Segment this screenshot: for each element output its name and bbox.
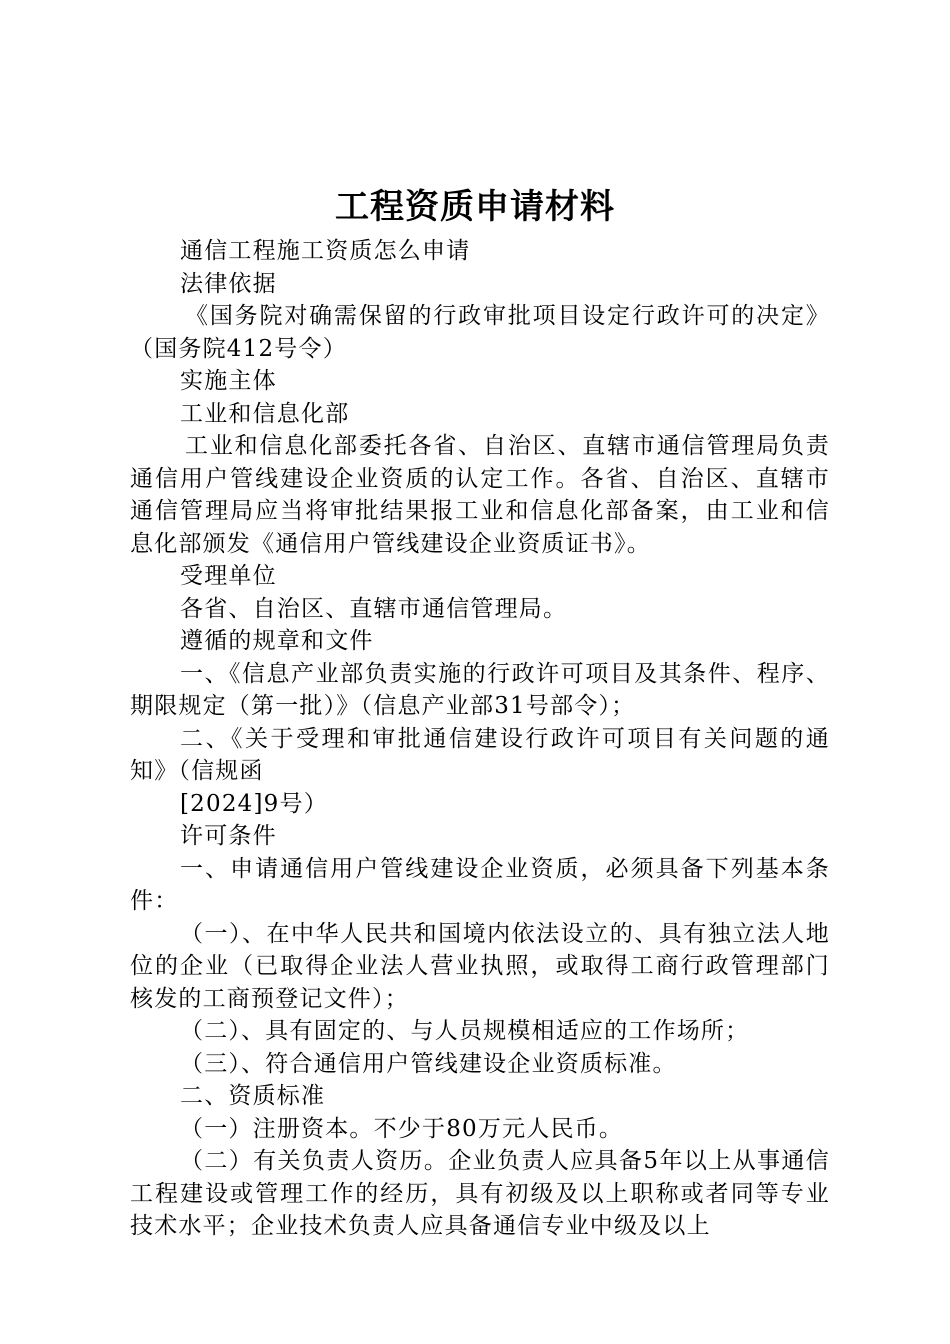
paragraph: 工业和信息化部 — [180, 400, 350, 427]
paragraph: （一）注册资本。不少于80万元人民币。 — [180, 1115, 624, 1142]
paragraph: （二）有关负责人资历。企业负责人应具备5年以上从事通信工程建设或管理工作的经历，具有初级及以上职称或者同等专业技术水平；企业技术负责人应具备通信专业中级及以上 — [130, 1148, 830, 1239]
paragraph: 工业和信息化部委托各省、自治区、直辖市通信管理局负责通信用户管线建设企业资质的认定工作。各省、自治区、直辖市通信管理局应当将审批结果报工业和信息化部备案，由工业和信息化部颁发《通信用户管线建设企业资质证书》。 — [130, 433, 830, 557]
section-heading: 实施主体 — [180, 368, 277, 394]
section-heading: 遵循的规章和文件 — [180, 628, 374, 654]
paragraph: 二、《关于受理和审批通信建设行政许可项目有关问题的通知》（信规函 — [130, 725, 830, 784]
paragraph: （二）、具有固定的、与人员规模相适应的工作场所； — [180, 1018, 750, 1044]
paragraph: （三）、符合通信用户管线建设企业资质标准。 — [180, 1050, 677, 1077]
document-body — [130, 235, 830, 1243]
paragraph: [2024]9号） — [180, 790, 328, 817]
paragraph: （一）、在中华人民共和国境内依法设立的、具有独立法人地位的企业（已取得企业法人营业执照，或取得工商行政管理部门核发的工商预登记文件）； — [130, 920, 830, 1012]
paragraph: 一、《信息产业部负责实施的行政许可项目及其条件、程序、期限规定（第一批）》（信息产业部31号部令）； — [130, 660, 830, 719]
paragraph: 各省、自治区、直辖市通信管理局。 — [180, 595, 568, 622]
section-heading: 二、资质标准 — [180, 1083, 326, 1109]
paragraph: 通信工程施工资质怎么申请 — [180, 238, 471, 264]
section-heading: 受理单位 — [180, 563, 277, 589]
document-title: 工程资质申请材料 — [335, 187, 615, 227]
section-heading: 许可条件 — [180, 823, 277, 849]
paragraph: 《国务院对确需保留的行政审批项目设定行政许可的决定》（国务院412号令） — [130, 303, 830, 362]
paragraph: 一、申请通信用户管线建设企业资质，必须具备下列基本条件： — [130, 855, 830, 914]
section-heading: 法律依据 — [180, 270, 277, 297]
